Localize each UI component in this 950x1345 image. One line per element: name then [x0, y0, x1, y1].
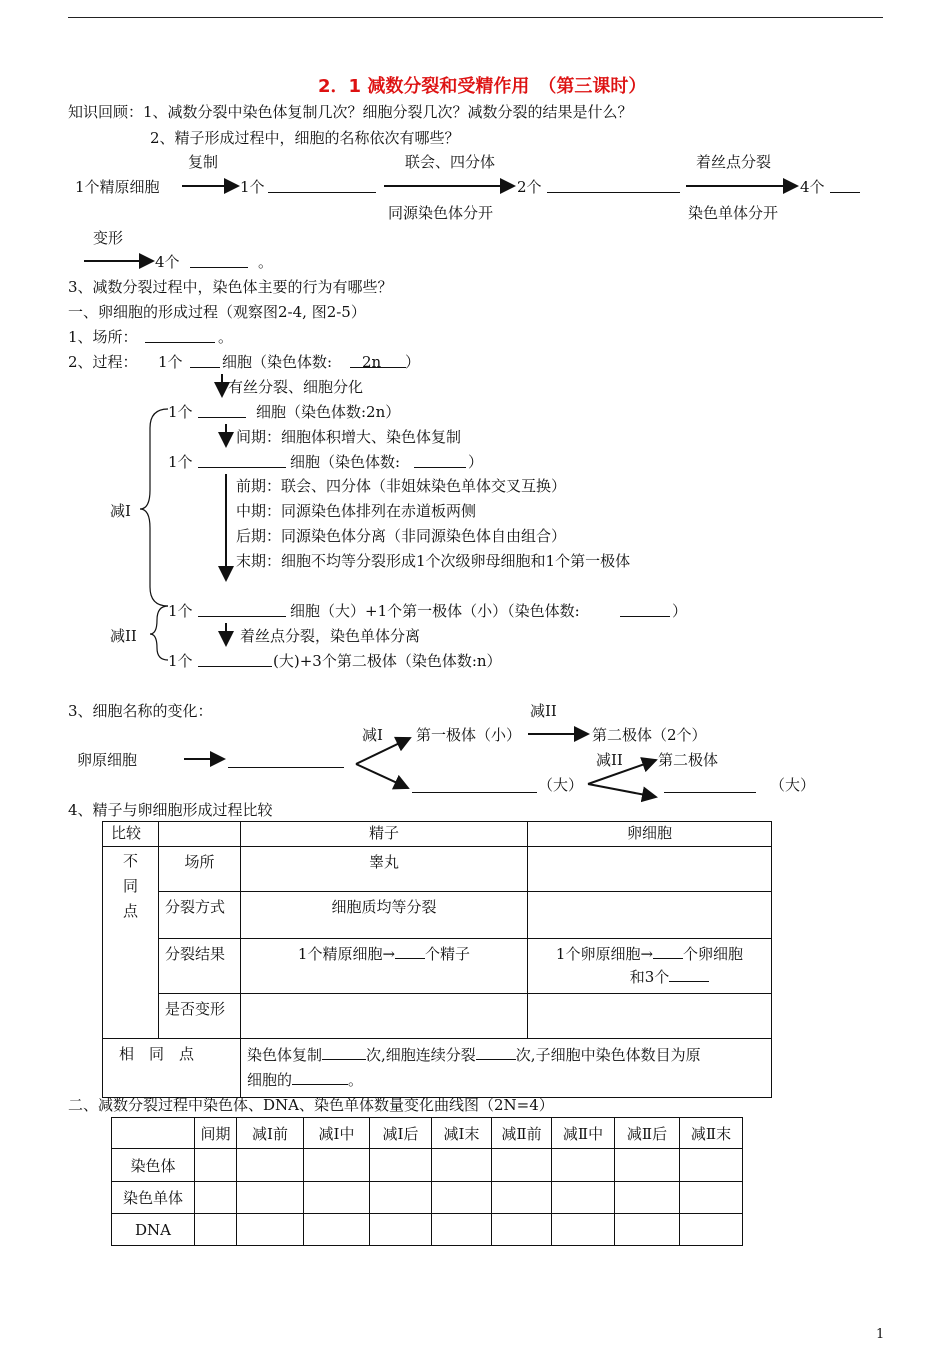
count-cell[interactable] [370, 1182, 432, 1214]
telophase-label: 末期：细胞不均等分裂形成1个次级卵母细胞和1个第一极体 [236, 552, 631, 570]
step1-cell: 细胞（染色体数:2n） [256, 403, 401, 421]
count-cell[interactable] [195, 1182, 237, 1214]
count-cell[interactable] [370, 1214, 432, 1246]
meiosis-1-label: 减Ⅰ [110, 502, 131, 520]
review-question-1: 知识回顾：1、减数分裂中染色体复制几次？细胞分裂几次？减数分裂的结果是什么？ [68, 103, 633, 121]
row-header: 染色单体 [112, 1182, 195, 1214]
blank-egg[interactable] [664, 792, 756, 793]
blank-place[interactable] [145, 342, 215, 343]
process-2n: 2n [362, 353, 382, 371]
row-mode-sperm: 细胞质均等分裂 [241, 892, 528, 939]
blank-step2[interactable] [198, 467, 286, 468]
process-close: ） [405, 353, 421, 371]
header-rule [68, 17, 883, 18]
label-centromere: 着丝点分裂 [696, 153, 772, 171]
names-m2-mid: 减II [596, 751, 623, 769]
row-place-label: 场所 [159, 847, 241, 892]
blank-egg-count[interactable] [653, 943, 683, 959]
blank-step2-chromo[interactable] [414, 467, 466, 468]
count-cell[interactable] [492, 1149, 552, 1182]
count-cell[interactable] [304, 1149, 370, 1182]
interphase-label: 间期：细胞体积增大、染色体复制 [236, 428, 462, 446]
step2-close: ） [468, 453, 484, 471]
same-e: 。 [348, 1071, 364, 1089]
count-cell[interactable] [492, 1214, 552, 1246]
count-table [111, 1117, 743, 1246]
underline-2n [350, 367, 406, 368]
col-header: 减Ⅰ后 [370, 1118, 432, 1149]
blank-step1[interactable] [198, 417, 246, 418]
page-title: 2．1 减数分裂和受精作用 （第三课时） [318, 76, 647, 97]
row-result-egg [528, 939, 772, 994]
second-polar-body-2: 第二极体（2个） [592, 726, 707, 744]
process-one: 1个 [158, 353, 183, 371]
count-cell[interactable] [195, 1149, 237, 1182]
metaphase-label: 中期：同源染色体排列在赤道板两侧 [236, 502, 477, 520]
row-deform-label: 是否变形 [159, 994, 241, 1039]
count-cell[interactable] [680, 1149, 743, 1182]
meiosis-2-label: 减II [110, 627, 137, 645]
col-header [112, 1118, 195, 1149]
review-question-2: 2、精子形成过程中，细胞的名称依次有哪些？ [150, 129, 460, 147]
big-label-1: （大） [538, 776, 584, 794]
anaphase-label: 后期：同源染色体分离（非同源染色体自由组合） [236, 527, 567, 545]
blank-process-cell[interactable] [190, 367, 220, 368]
brace-meiosis-2 [150, 606, 168, 660]
blank-stage-4[interactable] [190, 267, 248, 268]
blank-secondary-oocyte[interactable] [412, 792, 537, 793]
same-c: 次,子细胞中染色体数目为原 [515, 1046, 701, 1064]
result-sperm-b: 个精子 [425, 945, 471, 963]
step1-one: 1个 [168, 403, 193, 421]
same-content [241, 1039, 772, 1098]
step4-cell: (大)+3个第二极体（染色体数:n） [273, 652, 502, 670]
row-deform-egg[interactable] [528, 994, 772, 1039]
header-egg: 卵细胞 [528, 822, 772, 847]
count-cell[interactable] [552, 1149, 615, 1182]
arrow-to-secondary-oocyte [356, 764, 408, 788]
centromere-label: 着丝点分裂，染色单体分离 [240, 627, 421, 645]
blank-step3[interactable] [198, 616, 286, 617]
header-blank [159, 822, 241, 847]
result-sperm-a: 1个精原细胞→ [297, 945, 396, 963]
first-polar-body: 第一极体（小） [416, 726, 522, 744]
step4-one: 1个 [168, 652, 193, 670]
diff-label-text: 不同点 [122, 852, 138, 920]
stage-4-text: 4个 [155, 253, 180, 271]
blank-fraction[interactable] [292, 1069, 348, 1085]
count-cell[interactable] [432, 1214, 492, 1246]
blank-primary-oocyte[interactable] [228, 767, 344, 768]
result-egg-b: 个卵细胞 [683, 945, 744, 963]
stage-1-text: 1个 [240, 178, 265, 196]
stage-4-end: 。 [258, 253, 274, 271]
count-cell[interactable] [195, 1214, 237, 1246]
row-header: 染色体 [112, 1149, 195, 1182]
label-copy: 复制 [188, 153, 219, 171]
place-end: 。 [218, 328, 234, 346]
count-cell[interactable] [237, 1182, 304, 1214]
mitosis-label: 有丝分裂、细胞分化 [228, 378, 364, 396]
count-cell[interactable] [237, 1214, 304, 1246]
col-header: 减Ⅰ前 [237, 1118, 304, 1149]
count-cell[interactable] [552, 1182, 615, 1214]
blank-replication[interactable] [322, 1044, 366, 1060]
curve-heading: 二、减数分裂过程中染色体、DNA、染色单体数量变化曲线图（2N=4） [68, 1096, 554, 1114]
process-cell: 细胞（染色体数: [222, 353, 333, 371]
stage-2-text: 2个 [517, 178, 542, 196]
count-cell[interactable] [615, 1182, 680, 1214]
row-deform-sperm[interactable] [241, 994, 528, 1039]
count-cell[interactable] [370, 1149, 432, 1182]
compare-heading: 4、精子与卵细胞形成过程比较 [68, 801, 273, 819]
blank-stage-1[interactable] [268, 192, 376, 193]
blank-stage-2[interactable] [547, 192, 680, 193]
count-cell[interactable] [237, 1149, 304, 1182]
row-mode-label: 分裂方式 [159, 892, 241, 939]
process-label: 2、过程： [68, 353, 138, 371]
review-question-3: 3、减数分裂过程中，染色体主要的行为有哪些？ [68, 278, 393, 296]
second-polar-body: 第二极体 [658, 751, 719, 769]
diff-label [103, 847, 159, 1039]
count-cell[interactable] [680, 1182, 743, 1214]
count-cell[interactable] [615, 1214, 680, 1246]
count-cell[interactable] [680, 1214, 743, 1246]
row-header: DNA [112, 1214, 195, 1246]
spermatogonium-text: 1个精原细胞 [75, 178, 160, 196]
col-header: 减Ⅰ中 [304, 1118, 370, 1149]
col-header: 减Ⅱ前 [492, 1118, 552, 1149]
page-number: 1 [876, 1327, 885, 1342]
label-sister: 染色单体分开 [688, 204, 779, 222]
same-b: 次,细胞连续分裂 [366, 1046, 476, 1064]
arrow-to-egg [588, 784, 656, 797]
row-result-label: 分裂结果 [159, 939, 241, 994]
brace-meiosis-1 [140, 409, 168, 606]
count-cell[interactable] [304, 1182, 370, 1214]
header-sperm: 精子 [241, 822, 528, 847]
step2-cell: 细胞（染色体数: [290, 453, 401, 471]
step3-close: ） [672, 602, 688, 620]
blank-step4[interactable] [198, 666, 272, 667]
header-compare: 比较 [103, 822, 159, 847]
row-result-sperm [241, 939, 528, 994]
same-a: 染色体复制 [247, 1046, 323, 1064]
big-label-2: （大） [770, 776, 816, 794]
count-cell[interactable] [615, 1149, 680, 1182]
blank-sperm-count[interactable] [395, 943, 425, 959]
same-label: 相 同 点 [103, 1039, 241, 1098]
label-homolog: 同源染色体分开 [388, 204, 494, 222]
result-egg-a: 1个卵原细胞→ [555, 945, 654, 963]
label-deform: 变形 [93, 229, 124, 247]
blank-polar-body[interactable] [669, 966, 709, 982]
count-cell[interactable] [304, 1214, 370, 1246]
step3-cell: 细胞（大）+1个第一极体（小）（染色体数: [290, 602, 580, 620]
same-d: 细胞的 [247, 1071, 293, 1089]
row-place-egg[interactable] [528, 847, 772, 892]
count-cell[interactable] [552, 1214, 615, 1246]
col-header: 减Ⅱ中 [552, 1118, 615, 1149]
row-place-sperm: 睾丸 [241, 847, 528, 892]
count-cell[interactable] [432, 1182, 492, 1214]
place-label: 1、场所： [68, 328, 138, 346]
egg-heading: 一、卵细胞的形成过程（观察图2-4, 图2-5） [68, 303, 366, 321]
comparison-table [102, 821, 772, 1098]
oogonium: 卵原细胞 [77, 751, 138, 769]
col-header: 减Ⅱ后 [615, 1118, 680, 1149]
prophase-label: 前期：联会、四分体（非姐妹染色单体交叉互换） [236, 477, 567, 495]
names-heading: 3、细胞名称的变化： [68, 702, 213, 720]
step2-one: 1个 [168, 453, 193, 471]
blank-step3-chromo[interactable] [620, 616, 670, 617]
count-cell[interactable] [432, 1149, 492, 1182]
label-synapsis: 联会、四分体 [405, 153, 496, 171]
blank-stage-3[interactable] [830, 192, 860, 193]
col-header: 间期 [195, 1118, 237, 1149]
col-header: 减Ⅱ末 [680, 1118, 743, 1149]
blank-division[interactable] [476, 1044, 516, 1060]
result-egg-c: 和3个 [629, 968, 670, 986]
count-cell[interactable] [492, 1182, 552, 1214]
names-m1: 减Ⅰ [362, 726, 383, 744]
names-m2-top: 减II [530, 702, 557, 720]
col-header: 减Ⅰ末 [432, 1118, 492, 1149]
row-mode-egg[interactable] [528, 892, 772, 939]
stage-3-text: 4个 [800, 178, 825, 196]
step3-one: 1个 [168, 602, 193, 620]
